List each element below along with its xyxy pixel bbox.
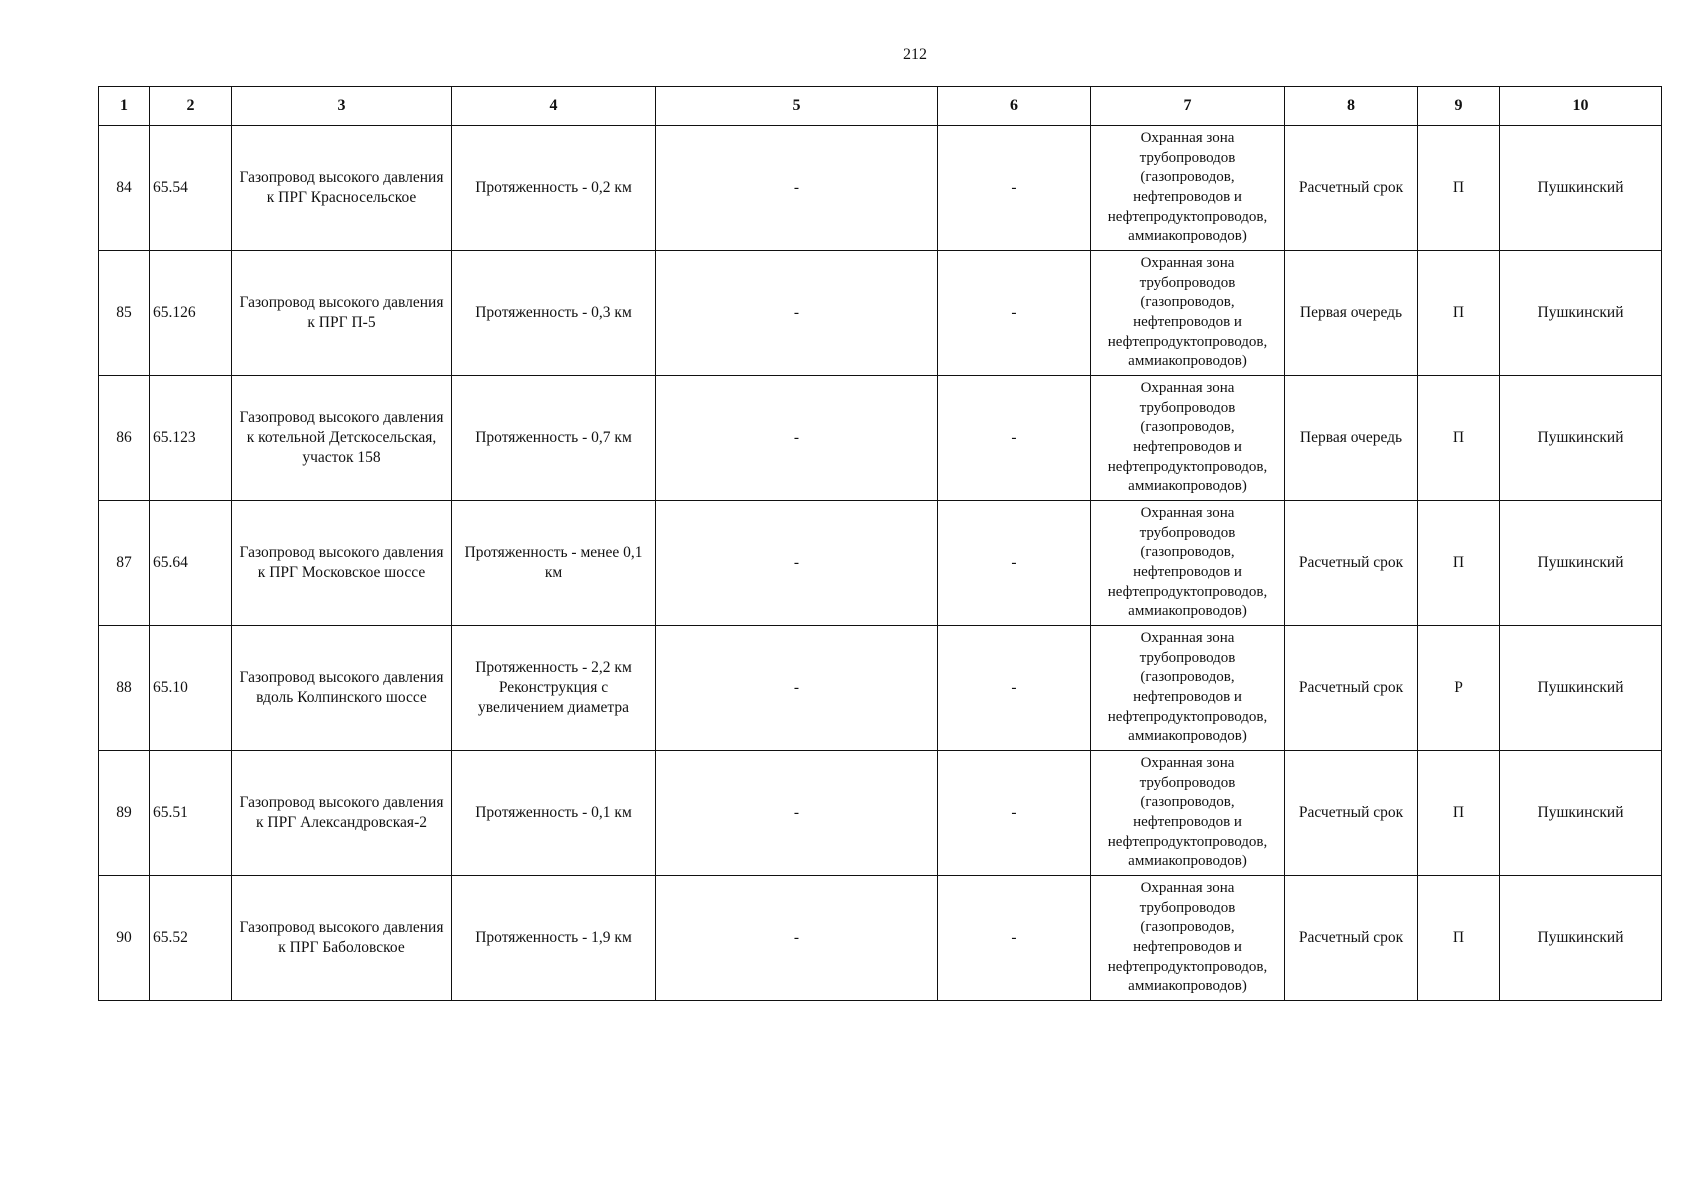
term-cell: Расчетный срок [1285, 126, 1418, 251]
object-name-cell: Газопровод высокого давления к ПРГ П-5 [232, 251, 452, 376]
header-cell-9: 9 [1418, 87, 1500, 126]
object-name-cell: Газопровод высокого давления к ПРГ Красносельское [232, 126, 452, 251]
object-name-cell: Газопровод высокого давления к ПРГ Александровская-2 [232, 751, 452, 876]
object-code-cell: 65.51 [150, 751, 232, 876]
column-5-cell: - [656, 876, 938, 1001]
header-cell-10: 10 [1500, 87, 1662, 126]
district-cell: Пушкинский [1500, 251, 1662, 376]
status-cell: П [1418, 501, 1500, 626]
header-cell-2: 2 [150, 87, 232, 126]
status-cell: П [1418, 251, 1500, 376]
district-cell: Пушкинский [1500, 126, 1662, 251]
header-cell-7: 7 [1091, 87, 1285, 126]
parameters-cell: Протяженность - 1,9 км [452, 876, 656, 1001]
parameters-cell: Протяженность - 0,1 км [452, 751, 656, 876]
term-cell: Первая очередь [1285, 251, 1418, 376]
column-6-cell: - [938, 376, 1091, 501]
object-code-cell: 65.10 [150, 626, 232, 751]
column-6-cell: - [938, 126, 1091, 251]
protection-zone-cell: Охранная зона трубопроводов (газопроводов, нефтепроводов и нефтепродуктопроводов, аммиакопроводов) [1091, 876, 1285, 1001]
status-cell: П [1418, 376, 1500, 501]
column-5-cell: - [656, 376, 938, 501]
object-name-cell: Газопровод высокого давления к ПРГ Баболовское [232, 876, 452, 1001]
table-row [99, 501, 1662, 626]
row-number-cell: 89 [99, 751, 150, 876]
page-number: 212 [903, 46, 927, 63]
parameters-cell: Протяженность - 2,2 км Реконструкция с увеличением диаметра [452, 626, 656, 751]
district-cell: Пушкинский [1500, 751, 1662, 876]
object-name-cell: Газопровод высокого давления к ПРГ Московское шоссе [232, 501, 452, 626]
row-number-cell: 88 [99, 626, 150, 751]
term-cell: Расчетный срок [1285, 876, 1418, 1001]
header-cell-3: 3 [232, 87, 452, 126]
header-cell-5: 5 [656, 87, 938, 126]
column-5-cell: - [656, 501, 938, 626]
table-row [99, 876, 1662, 1001]
term-cell: Первая очередь [1285, 376, 1418, 501]
header-cell-8: 8 [1285, 87, 1418, 126]
column-6-cell: - [938, 251, 1091, 376]
protection-zone-cell: Охранная зона трубопроводов (газопроводов, нефтепроводов и нефтепродуктопроводов, аммиакопроводов) [1091, 126, 1285, 251]
header-cell-4: 4 [452, 87, 656, 126]
parameters-cell: Протяженность - 0,3 км [452, 251, 656, 376]
district-cell: Пушкинский [1500, 626, 1662, 751]
table-row [99, 751, 1662, 876]
column-6-cell: - [938, 626, 1091, 751]
status-cell: П [1418, 751, 1500, 876]
row-number-cell: 87 [99, 501, 150, 626]
status-cell: П [1418, 126, 1500, 251]
header-cell-1: 1 [99, 87, 150, 126]
row-number-cell: 84 [99, 126, 150, 251]
district-cell: Пушкинский [1500, 876, 1662, 1001]
term-cell: Расчетный срок [1285, 501, 1418, 626]
table-row [99, 126, 1662, 251]
column-5-cell: - [656, 751, 938, 876]
object-code-cell: 65.64 [150, 501, 232, 626]
row-number-cell: 86 [99, 376, 150, 501]
protection-zone-cell: Охранная зона трубопроводов (газопроводов, нефтепроводов и нефтепродуктопроводов, аммиакопроводов) [1091, 376, 1285, 501]
column-6-cell: - [938, 501, 1091, 626]
object-name-cell: Газопровод высокого давления к котельной Детскосельская, участок 158 [232, 376, 452, 501]
protection-zone-cell: Охранная зона трубопроводов (газопроводов, нефтепроводов и нефтепродуктопроводов, аммиакопроводов) [1091, 501, 1285, 626]
object-code-cell: 65.54 [150, 126, 232, 251]
protection-zone-cell: Охранная зона трубопроводов (газопроводов, нефтепроводов и нефтепродуктопроводов, аммиакопроводов) [1091, 251, 1285, 376]
row-number-cell: 85 [99, 251, 150, 376]
protection-zone-cell: Охранная зона трубопроводов (газопроводов, нефтепроводов и нефтепродуктопроводов, аммиакопроводов) [1091, 626, 1285, 751]
term-cell: Расчетный срок [1285, 751, 1418, 876]
table-body [99, 126, 1662, 1001]
row-number-cell: 90 [99, 876, 150, 1001]
column-6-cell: - [938, 751, 1091, 876]
term-cell: Расчетный срок [1285, 626, 1418, 751]
object-code-cell: 65.126 [150, 251, 232, 376]
header-cell-6: 6 [938, 87, 1091, 126]
object-name-cell: Газопровод высокого давления вдоль Колпинского шоссе [232, 626, 452, 751]
district-cell: Пушкинский [1500, 501, 1662, 626]
parameters-cell: Протяженность - 0,2 км [452, 126, 656, 251]
status-cell: П [1418, 876, 1500, 1001]
table-row [99, 251, 1662, 376]
column-5-cell: - [656, 126, 938, 251]
status-cell: Р [1418, 626, 1500, 751]
district-cell: Пушкинский [1500, 376, 1662, 501]
table-row [99, 626, 1662, 751]
object-code-cell: 65.123 [150, 376, 232, 501]
parameters-cell: Протяженность - 0,7 км [452, 376, 656, 501]
gas-pipeline-table [98, 86, 1662, 1001]
table-row [99, 376, 1662, 501]
protection-zone-cell: Охранная зона трубопроводов (газопроводов, нефтепроводов и нефтепродуктопроводов, аммиакопроводов) [1091, 751, 1285, 876]
header-row [99, 87, 1662, 126]
parameters-cell: Протяженность - менее 0,1 км [452, 501, 656, 626]
column-5-cell: - [656, 626, 938, 751]
table-header [99, 87, 1662, 126]
object-code-cell: 65.52 [150, 876, 232, 1001]
column-6-cell: - [938, 876, 1091, 1001]
column-5-cell: - [656, 251, 938, 376]
